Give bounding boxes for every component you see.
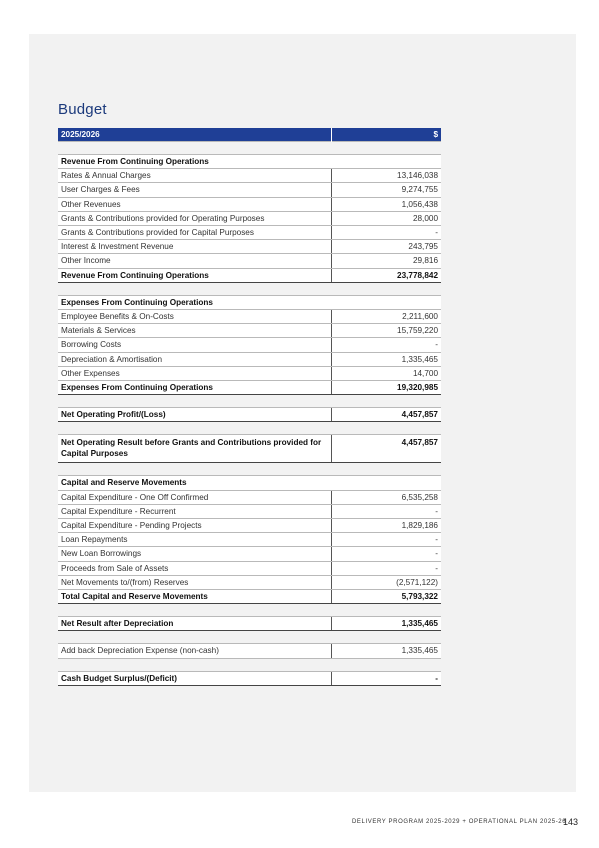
row-value: 29,816 <box>331 254 441 268</box>
row-label: Depreciation & Amortisation <box>58 352 331 366</box>
row-value: - <box>331 504 441 518</box>
row-value: 1,056,438 <box>331 197 441 211</box>
table-row <box>58 324 441 338</box>
capital-heading: Capital and Reserve Movements <box>58 476 331 490</box>
row-label: Employee Benefits & On-Costs <box>58 310 331 324</box>
table-row <box>58 310 441 324</box>
cash-budget-label: Cash Budget Surplus/(Deficit) <box>58 671 331 685</box>
table-row <box>58 533 441 547</box>
row-label: Grants & Contributions provided for Operating Purposes <box>58 211 331 225</box>
expenses-total-row <box>58 381 441 395</box>
revenue-heading: Revenue From Continuing Operations <box>58 155 331 169</box>
row-label: Borrowing Costs <box>58 338 331 352</box>
table-row <box>58 197 441 211</box>
total-value: 23,778,842 <box>331 268 441 282</box>
spacer-row <box>58 395 441 408</box>
table-row <box>58 561 441 575</box>
row-value: 243,795 <box>331 240 441 254</box>
row-value: 9,274,755 <box>331 183 441 197</box>
row-value: 1,335,465 <box>331 352 441 366</box>
table-row <box>58 490 441 504</box>
row-label: Rates & Annual Charges <box>58 169 331 183</box>
row-label: Capital Expenditure - Pending Projects <box>58 519 331 533</box>
table-row <box>58 169 441 183</box>
net-operating-before-grants-label: Net Operating Result before Grants and Contributions provided for Capital Purposes <box>58 435 331 463</box>
capital-heading-row <box>58 476 441 490</box>
spacer-row <box>58 463 441 476</box>
cash-budget-row <box>58 671 441 685</box>
footer-text: DELIVERY PROGRAM 2025-2029 + OPERATIONAL PLAN 2025-26 <box>352 819 567 825</box>
row-label: Grants & Contributions provided for Capital Purposes <box>58 226 331 240</box>
row-label: Loan Repayments <box>58 533 331 547</box>
row-label: Other Expenses <box>58 366 331 380</box>
row-value: 28,000 <box>331 211 441 225</box>
revenue-total-row <box>58 268 441 282</box>
table-row <box>58 254 441 268</box>
total-label: Total Capital and Reserve Movements <box>58 590 331 604</box>
row-value: 1,829,186 <box>331 519 441 533</box>
table-row <box>58 338 441 352</box>
table-row <box>58 226 441 240</box>
spacer-row <box>58 631 441 644</box>
net-operating-row <box>58 408 441 422</box>
row-label: Proceeds from Sale of Assets <box>58 561 331 575</box>
row-value: 2,211,600 <box>331 310 441 324</box>
net-result-row <box>58 617 441 631</box>
total-value: 19,320,985 <box>331 381 441 395</box>
row-value: 15,759,220 <box>331 324 441 338</box>
add-back-row <box>58 644 441 658</box>
row-value: 13,146,038 <box>331 169 441 183</box>
table-row <box>58 547 441 561</box>
row-value: - <box>331 561 441 575</box>
table-row <box>58 504 441 518</box>
row-value: - <box>331 338 441 352</box>
row-label: Interest & Investment Revenue <box>58 240 331 254</box>
expenses-heading-row <box>58 295 441 309</box>
cash-budget-value: - <box>331 671 441 685</box>
table-row <box>58 211 441 225</box>
total-label: Revenue From Continuing Operations <box>58 268 331 282</box>
net-operating-before-grants-row <box>58 435 441 463</box>
row-label: Capital Expenditure - Recurrent <box>58 504 331 518</box>
table-row <box>58 240 441 254</box>
net-operating-label: Net Operating Profit/(Loss) <box>58 408 331 422</box>
total-label: Expenses From Continuing Operations <box>58 381 331 395</box>
row-label: New Loan Borrowings <box>58 547 331 561</box>
row-value: - <box>331 533 441 547</box>
spacer-row <box>58 142 441 155</box>
table-header-row <box>58 128 441 142</box>
net-result-value: 1,335,465 <box>331 617 441 631</box>
row-label: Net Movements to/(from) Reserves <box>58 575 331 589</box>
row-label: Other Income <box>58 254 331 268</box>
currency-header: $ <box>331 128 441 142</box>
row-value: 6,535,258 <box>331 490 441 504</box>
net-operating-before-grants-value: 4,457,857 <box>331 435 441 463</box>
expenses-heading: Expenses From Continuing Operations <box>58 295 331 309</box>
page-number: 143 <box>563 817 579 827</box>
table-row <box>58 519 441 533</box>
row-value: - <box>331 226 441 240</box>
add-back-value: 1,335,465 <box>331 644 441 658</box>
row-value: - <box>331 547 441 561</box>
spacer-row <box>58 604 441 617</box>
spacer-row <box>58 422 441 435</box>
table-row <box>58 366 441 380</box>
page-title: Budget <box>58 101 107 118</box>
budget-table <box>58 128 441 686</box>
table-row <box>58 352 441 366</box>
table-row <box>58 575 441 589</box>
capital-total-row <box>58 590 441 604</box>
net-operating-value: 4,457,857 <box>331 408 441 422</box>
total-value: 5,793,322 <box>331 590 441 604</box>
row-value: 14,700 <box>331 366 441 380</box>
row-value: (2,571,122) <box>331 575 441 589</box>
spacer-row <box>58 658 441 671</box>
row-label: Materials & Services <box>58 324 331 338</box>
add-back-label: Add back Depreciation Expense (non-cash) <box>58 644 331 658</box>
row-label: User Charges & Fees <box>58 183 331 197</box>
revenue-heading-row <box>58 155 441 169</box>
period-header: 2025/2026 <box>58 128 331 142</box>
spacer-row <box>58 282 441 295</box>
net-result-label: Net Result after Depreciation <box>58 617 331 631</box>
row-label: Other Revenues <box>58 197 331 211</box>
row-label: Capital Expenditure - One Off Confirmed <box>58 490 331 504</box>
table-row <box>58 183 441 197</box>
